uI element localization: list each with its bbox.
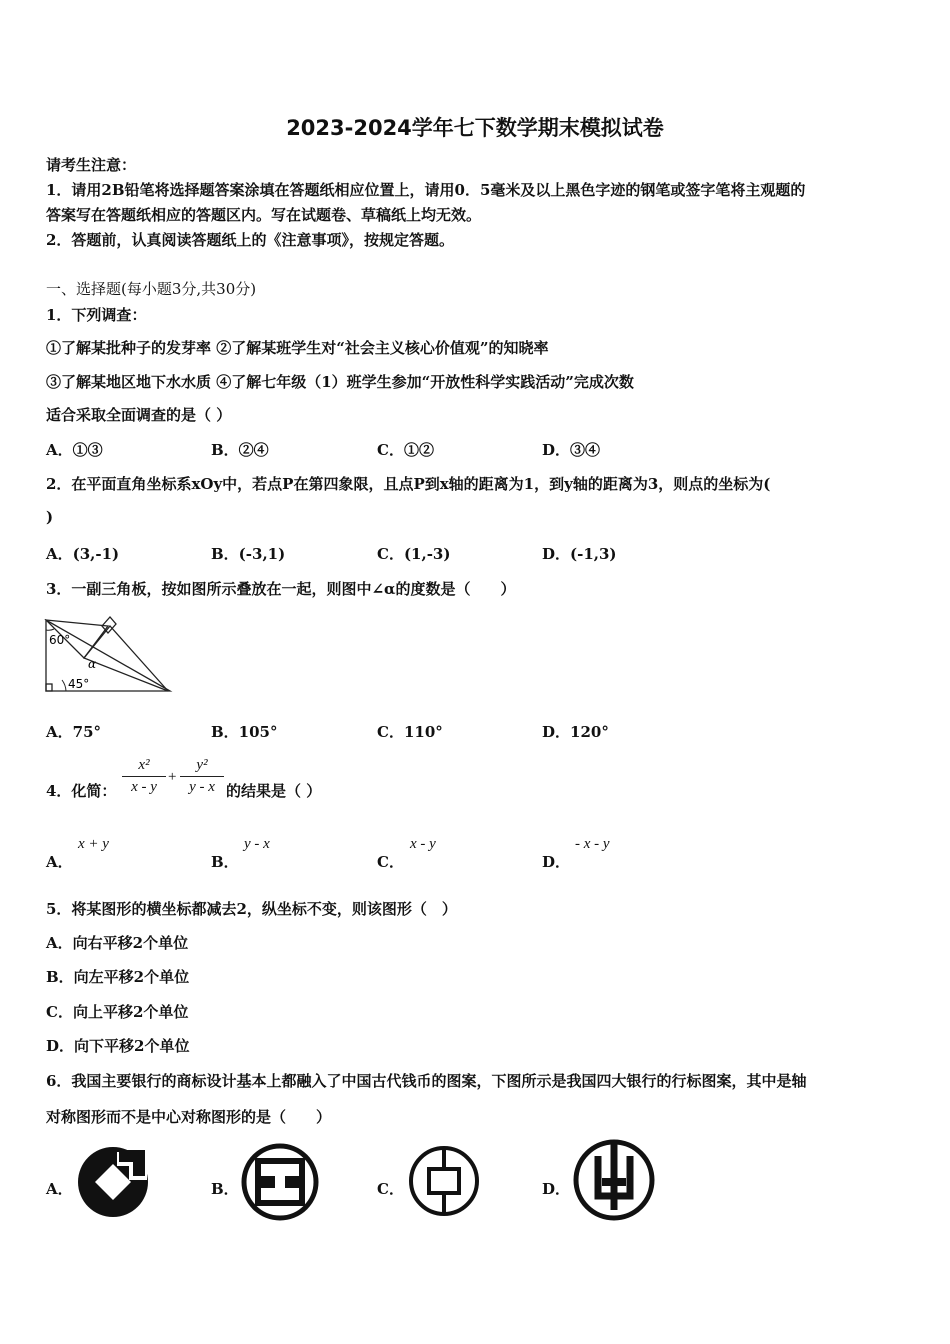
q4-plus: + (168, 769, 177, 785)
q1-option-c: C．①② (377, 441, 434, 459)
q4-option-b-letter: B． (211, 853, 239, 871)
fig-label-alpha: α (88, 657, 97, 671)
q5-option-a: A．向右平移2个单位 (46, 934, 189, 952)
abc-logo-icon (572, 1138, 656, 1222)
q3-option-b: B．105° (211, 723, 278, 741)
icbc-logo-icon (241, 1143, 319, 1221)
q4-fraction-1 (122, 757, 166, 796)
page-title: 2023-2024学年七下数学期末模拟试卷 (286, 116, 664, 140)
q2-option-d: D．(-1,3) (542, 545, 617, 563)
notice-line-1b: 答案写在答题纸相应的答题区内。写在试题卷、草稿纸上均无效。 (46, 206, 482, 224)
q3-option-d: D．120° (542, 723, 609, 741)
q3-stem: 3．一副三角板，按如图所示叠放在一起，则图中∠α的度数是（ ） (46, 580, 516, 598)
ccb-logo-icon (77, 1146, 149, 1218)
q5-option-c: C．向上平移2个单位 (46, 1003, 189, 1021)
q4-frac1-den: x - y (131, 779, 157, 795)
q4-suffix: 的结果是（ ） (226, 782, 322, 800)
q4-option-c-letter: C． (377, 853, 404, 871)
q6-option-b-letter: B． (211, 1180, 239, 1198)
q1-ask: 适合采取全面调查的是（ ） (46, 406, 232, 424)
q5-option-d: D．向下平移2个单位 (46, 1037, 190, 1055)
section-heading: 一、选择题(每小题3分,共30分) (46, 280, 257, 298)
q4-option-b-expr: y - x (244, 836, 270, 852)
q4-option-d-expr: - x - y (575, 836, 610, 852)
q1-option-a: A．①③ (46, 441, 103, 459)
q5-stem: 5．将某图形的横坐标都减去2，纵坐标不变，则该图形（ ） (46, 900, 457, 918)
fig-label-45: 45° (68, 677, 90, 691)
q2-stem-end: ) (46, 508, 54, 526)
notice-line-2: 2．答题前，认真阅读答题纸上的《注意事项》，按规定答题。 (46, 231, 454, 249)
q6-option-a-letter: A． (46, 1180, 73, 1198)
q1-items-1: ①了解某批种子的发芽率 ②了解某班学生对“社会主义核心价值观”的知晓率 (46, 339, 549, 357)
q6-option-c-letter: C． (377, 1180, 404, 1198)
q6-option-d-letter: D． (542, 1180, 571, 1198)
q4-option-a-expr: x + y (78, 836, 109, 852)
boc-logo-icon (407, 1143, 481, 1219)
q1-option-d: D．③④ (542, 441, 601, 459)
q4-frac2-den: y - x (189, 779, 215, 795)
q5-option-b: B．向左平移2个单位 (46, 968, 190, 986)
q2-option-c: C．(1,-3) (377, 545, 451, 563)
fig-label-60: 60° (49, 633, 71, 647)
q2-stem: 2．在平面直角坐标系xOy中，若点P在第四象限，且点P到x轴的距离为1，到y轴的距离为3，则点的坐标为( (46, 475, 771, 493)
q1-stem: 1．下列调查： (46, 306, 147, 324)
q3-option-c: C．110° (377, 723, 443, 741)
q3-option-a: A．75° (46, 723, 102, 741)
q4-option-d-letter: D． (542, 853, 571, 871)
notice-line-1: 1．请用2B铅笔将选择题答案涂填在答题纸相应位置上，请用0．5毫米及以上黑色字迹的钢笔或签字笔将主观题的 (46, 181, 806, 199)
q4-prefix: 4．化简： (46, 782, 117, 800)
q4-frac1-num: x² (138, 757, 150, 773)
q4-option-a-letter: A． (46, 853, 73, 871)
q2-option-b: B．(-3,1) (211, 545, 286, 563)
q2-option-a: A．(3,-1) (46, 545, 120, 563)
triangle-ruler-figure (44, 618, 174, 694)
q4-fraction-2 (180, 757, 224, 796)
q4-option-c-expr: x - y (410, 836, 436, 852)
q6-stem: 6．我国主要银行的商标设计基本上都融入了中国古代钱币的图案，下图所示是我国四大银行的行标图案，其中是轴 (46, 1072, 807, 1090)
q4-frac2-num: y² (196, 757, 208, 773)
q6-stem-2: 对称图形而不是中心对称图形的是（ ） (46, 1108, 332, 1126)
notice-heading: 请考生注意： (46, 156, 137, 174)
q1-items-2: ③了解某地区地下水水质 ④了解七年级（1）班学生参加“开放性科学实践活动”完成次数 (46, 373, 634, 391)
q1-option-b: B．②④ (211, 441, 269, 459)
